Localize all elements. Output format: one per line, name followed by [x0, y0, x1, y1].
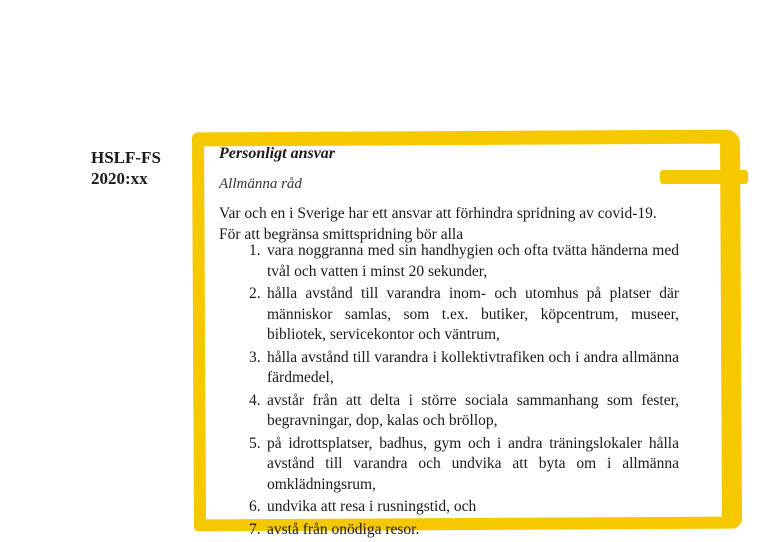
list-item: [219, 434, 679, 496]
list-item: [219, 520, 679, 541]
list-item: [219, 348, 679, 389]
document-code-number: 2020:xx: [91, 169, 148, 188]
highlight-marker-stroke: [660, 170, 748, 184]
list-item-text: hålla avstånd till varandra inom- och utomhus på platser där människor samlas, som t.ex. butiker, köpcentrum, museer, bibliotek, servicekontor och väntrum,: [267, 285, 679, 343]
list-item-text: avstår från att delta i större sociala sammanhang som fester, begravningar, dop, kalas och bröllop,: [267, 391, 679, 429]
list-item: [219, 284, 679, 346]
list-item-number: 7.: [249, 520, 261, 538]
list-item: [219, 391, 679, 432]
list-item-text: vara noggranna med sin handhygien och ofta tvätta händerna med tvål och vatten i minst 20 sekunder,: [267, 242, 679, 280]
list-item-number: 4.: [249, 391, 261, 409]
list-item-number: 3.: [249, 348, 261, 366]
list-item: [219, 241, 679, 282]
recommendation-list: [219, 241, 679, 542]
list-item-number: 1.: [249, 242, 261, 259]
list-item-number: 5.: [249, 434, 261, 452]
document-code: [91, 147, 161, 189]
list-item-text: hålla avstånd till varandra i kollektivtrafiken och i andra allmänna färdmedel,: [267, 348, 679, 386]
list-item-number: 6.: [249, 498, 261, 515]
intro-paragraph: Var och en i Sverige har ett ansvar att förhindra spridning av covid-19. För att begränsa smittspridning bör alla: [219, 205, 657, 243]
section-title: Personligt ansvar: [219, 145, 336, 162]
list-item-text: på idrottsplatser, badhus, gym och i andra träningslokaler hålla avstånd till varandra och undvika att byta om i allmänna omklädningsrum,: [267, 434, 679, 493]
list-item: [219, 497, 679, 518]
list-item-text: avstå från onödiga resor.: [267, 520, 420, 538]
document-code-series: HSLF-FS: [91, 148, 161, 167]
subsection-title: Allmänna råd: [219, 176, 302, 192]
list-item-number: 2.: [249, 285, 261, 302]
list-item-text: undvika att resa i rusningstid, och: [267, 498, 477, 515]
